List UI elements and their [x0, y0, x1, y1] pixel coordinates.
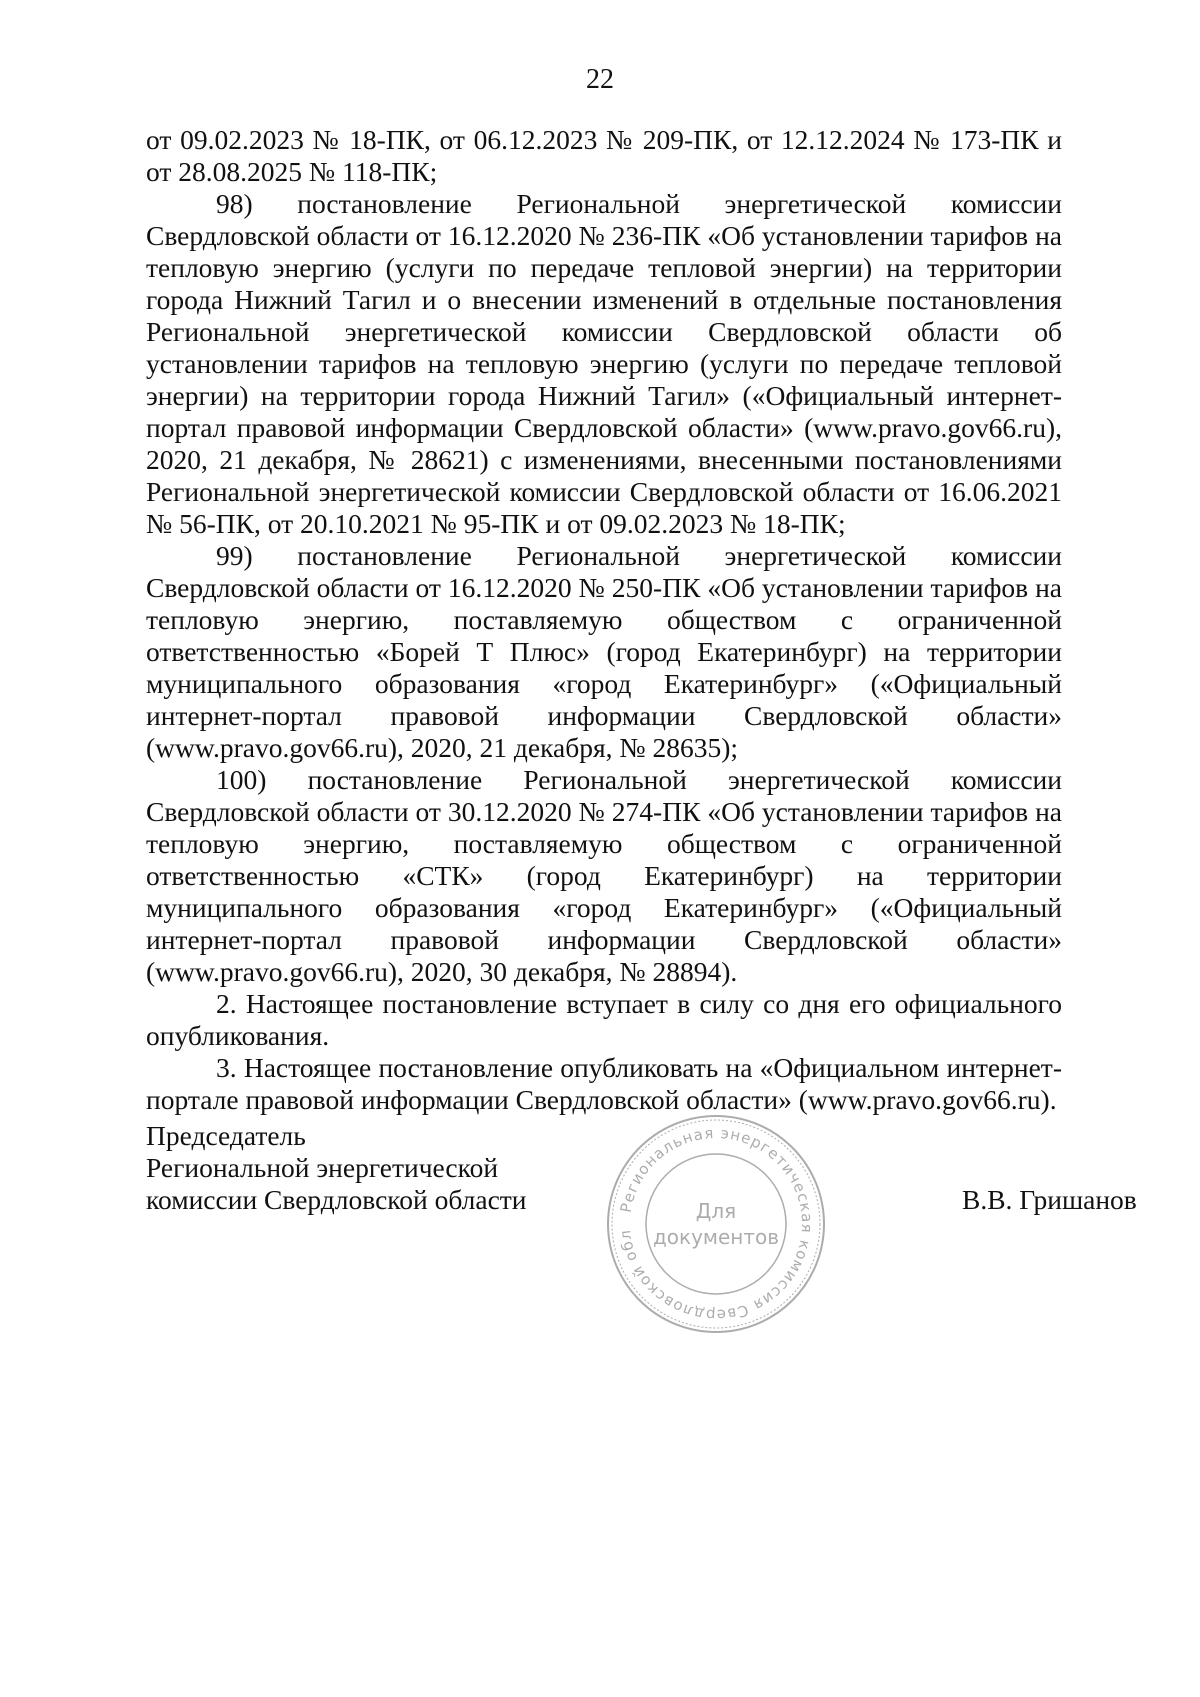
signatory-title-line: Председатель: [146, 1120, 306, 1151]
paragraph-item-99: 99) постановление Региональной энергетической комиссии Свердловской области от 16.12.2020 № 250-ПК «Об установлении тарифов на тепловую энергию, поставляемую обществом с ограниченной ответственностью «Борей Т Плюс» (город Екатеринбург) на территории муниципального образования «город Екатеринбург» («Официальный интернет-портал правовой информации Свердловской области» (www.pravo.gov66.ru), 2020, 21 декабря, № 28635);: [146, 540, 1062, 763]
paragraph-item-98: 98) постановление Региональной энергетической комиссии Свердловской области от 16.12.2020 № 236-ПК «Об установлении тарифов на тепловую энергию (услуги по передаче тепловой энергии) на территории города Нижний Тагил и о внесении изменений в отдельные постановления Региональной энергетической комиссии Свердловской области об установлении тарифов на тепловую энергию (услуги по передаче тепловой энергии) на территории города Нижний Тагил» («Официальный интернет-портал правовой информации Свердловской области» (www.pravo.gov66.ru), 2020, 21 декабря, № 28621) с изменениями, внесенными постановлениями Региональной энергетической комиссии Свердловской области от 16.06.2021 № 56-ПК, от 20.10.2021 № 95-ПК и от 09.02.2023 № 18-ПК;: [146, 188, 1062, 539]
page-number: 22: [586, 64, 614, 95]
seal-center-line: Для: [695, 1199, 737, 1223]
paragraph-clause-2: 2. Настоящее постановление вступает в силу со дня его официального опубликования.: [146, 988, 1062, 1051]
signatory-title-line: комиссии Свердловской области: [146, 1184, 527, 1215]
signatory-title: [146, 1120, 527, 1216]
signatory-title-line: Региональной энергетической: [146, 1152, 499, 1183]
paragraph-clause-3: 3. Настоящее постановление опубликовать на «Официальном интернет-портале правовой информации Свердловской области» (www.pravo.gov66.ru).: [146, 1052, 1062, 1115]
official-seal: [600, 1108, 832, 1340]
seal-center-line: документов: [652, 1225, 780, 1249]
paragraph-continuation: от 09.02.2023 № 18-ПК, от 06.12.2023 № 209-ПК, от 12.12.2024 № 173-ПК и от 28.08.2025 № 118-ПК;: [146, 124, 1062, 187]
paragraph-item-100: 100) постановление Региональной энергетической комиссии Свердловской области от 30.12.2020 № 274-ПК «Об установлении тарифов на тепловую энергию, поставляемую обществом с ограниченной ответственностью «СТК» (город Екатеринбург) на территории муниципального образования «город Екатеринбург» («Официальный интернет-портал правовой информации Свердловской области» (www.pravo.gov66.ru), 2020, 30 декабря, № 28894).: [146, 764, 1062, 987]
seal-stamp-icon: [600, 1108, 832, 1340]
seal-ring-text: Региональная энергетическая комиссия Свердловской обл: [616, 1123, 817, 1325]
signatory-name: В.В. Гришанов: [962, 1184, 1137, 1215]
document-body: [146, 124, 1062, 1116]
